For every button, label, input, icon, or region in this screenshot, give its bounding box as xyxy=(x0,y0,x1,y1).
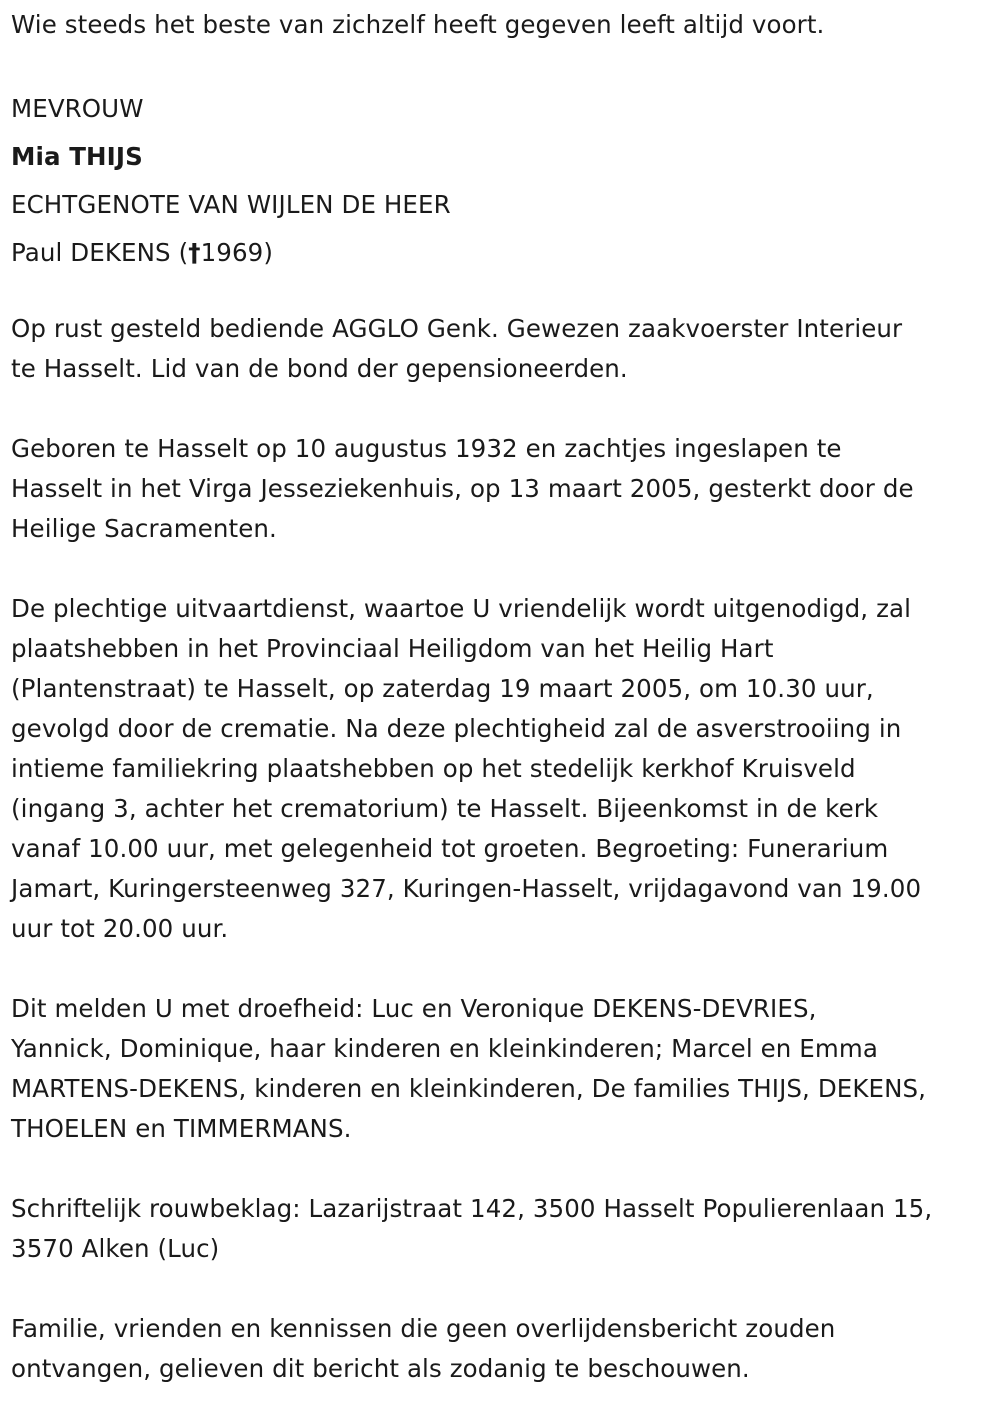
family-line: Yannick, Dominique, haar kinderen en kleinkinderen; Marcel en Emma xyxy=(11,1034,878,1063)
deceased-title: MEVROUW xyxy=(11,94,144,123)
deceased-relation: ECHTGENOTE VAN WIJLEN DE HEER xyxy=(11,190,451,219)
spouse-year: 1969) xyxy=(200,238,274,267)
funeral-line: uur tot 20.00 uur. xyxy=(11,914,229,943)
motto: Wie steeds het beste van zichzelf heeft gegeven leeft altijd voort. xyxy=(11,10,825,39)
funeral-line: (ingang 3, achter het crematorium) te Hasselt. Bijeenkomst in de kerk xyxy=(11,794,879,823)
spouse-line xyxy=(11,229,451,277)
funeral-line: intieme familiekring plaatshebben op het stedelijk kerkhof Kruisveld xyxy=(11,754,856,783)
spouse-name: Paul DEKENS ( xyxy=(11,238,189,267)
funeral-line: vanaf 10.00 uur, met gelegenheid tot groeten. Begroeting: Funerarium xyxy=(11,834,889,863)
funeral-line: plaatshebben in het Provinciaal Heiligdom van het Heilig Hart xyxy=(11,634,774,663)
closing-paragraph xyxy=(11,1309,835,1389)
condolences-paragraph xyxy=(11,1189,932,1269)
deceased-header xyxy=(11,85,451,277)
birth-death-paragraph xyxy=(11,429,914,549)
career-line: Op rust gesteld bediende AGGLO Genk. Gewezen zaakvoerster Interieur xyxy=(11,314,903,343)
cross-icon: † xyxy=(188,238,201,267)
condolences-line: Schriftelijk rouwbeklag: Lazarijstraat 142, 3500 Hasselt Populierenlaan 15, xyxy=(11,1194,933,1223)
career-paragraph xyxy=(11,309,902,389)
funeral-line: Jamart, Kuringersteenweg 327, Kuringen-Hasselt, vrijdagavond van 19.00 xyxy=(11,874,922,903)
condolences-line: 3570 Alken (Luc) xyxy=(11,1234,220,1263)
birth-death-line: Geboren te Hasselt op 10 augustus 1932 en zachtjes ingeslapen te xyxy=(11,434,842,463)
family-line: Dit melden U met droefheid: Luc en Veronique DEKENS-DEVRIES, xyxy=(11,994,817,1023)
funeral-line: De plechtige uitvaartdienst, waartoe U vriendelijk wordt uitgenodigd, zal xyxy=(11,594,912,623)
family-line: THOELEN en TIMMERMANS. xyxy=(11,1114,352,1143)
family-line: MARTENS-DEKENS, kinderen en kleinkinderen, De families THIJS, DEKENS, xyxy=(11,1074,927,1103)
funeral-line: (Plantenstraat) te Hasselt, op zaterdag 19 maart 2005, om 10.30 uur, xyxy=(11,674,874,703)
funeral-paragraph xyxy=(11,589,921,949)
family-paragraph xyxy=(11,989,926,1149)
birth-death-line: Heilige Sacramenten. xyxy=(11,514,277,543)
closing-line: Familie, vrienden en kennissen die geen overlijdensbericht zouden xyxy=(11,1314,836,1343)
birth-death-line: Hasselt in het Virga Jesseziekenhuis, op 13 maart 2005, gesterkt door de xyxy=(11,474,914,503)
funeral-line: gevolgd door de crematie. Na deze plechtigheid zal de asverstrooiing in xyxy=(11,714,902,743)
deceased-name: Mia THIJS xyxy=(11,142,143,171)
career-line: te Hasselt. Lid van de bond der gepensioneerden. xyxy=(11,354,628,383)
closing-line: ontvangen, gelieven dit bericht als zodanig te beschouwen. xyxy=(11,1354,750,1383)
